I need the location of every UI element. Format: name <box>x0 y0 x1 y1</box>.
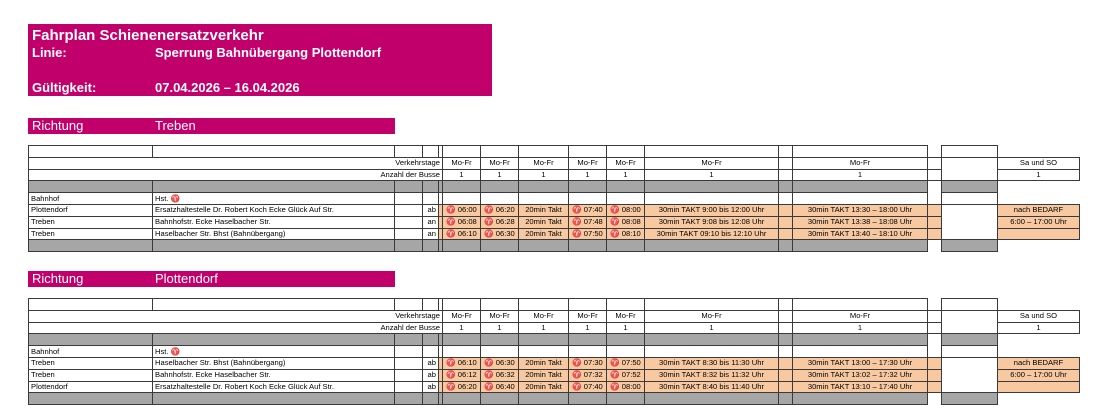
empty-cell <box>928 322 942 334</box>
departure-time: 6:00 – 17:00 Uhr <box>998 216 1080 228</box>
bahnhof-cell: Plottendorf <box>29 204 153 216</box>
empty-cell <box>395 193 423 205</box>
departure-time: 30min TAKT 13:30 – 18:00 Uhr <box>793 204 928 216</box>
gap-cell <box>928 346 942 358</box>
departure-time: 20min Takt <box>519 204 569 216</box>
grey-cell <box>443 334 481 346</box>
grey-cell <box>645 334 779 346</box>
empty-cell <box>519 299 569 311</box>
grey-cell <box>481 240 519 252</box>
grey-cell <box>779 334 793 346</box>
grey-cell <box>645 240 779 252</box>
grey-cell <box>942 240 998 252</box>
verkehrstage-value: Mo-Fr <box>645 157 779 169</box>
verkehrstage-value: Mo-Fr <box>607 310 645 322</box>
table-row <box>29 393 1080 405</box>
gap-cell <box>942 228 998 240</box>
verkehrstage-value: Mo-Fr <box>793 310 928 322</box>
grey-cell <box>481 393 519 405</box>
empty-cell <box>519 346 569 358</box>
gap-cell <box>928 181 942 193</box>
empty-cell <box>942 146 998 158</box>
grey-cell <box>607 240 645 252</box>
empty-cell <box>395 204 423 216</box>
empty-cell <box>519 193 569 205</box>
departure-time: 20min Takt <box>519 357 569 369</box>
empty-cell <box>793 193 928 205</box>
gap-cell <box>928 146 942 158</box>
table-row <box>29 334 1080 346</box>
spacer-cell <box>779 381 793 393</box>
verkehrstage-value: Mo-Fr <box>519 157 569 169</box>
empty-cell <box>481 299 519 311</box>
haltestelle-cell: Haselbacher Str. Bhst (Bahnübergang) <box>153 228 395 240</box>
bahnhof-header: Bahnhof <box>29 193 153 205</box>
grey-cell <box>519 181 569 193</box>
anzahl-label: Anzahl der Busse <box>29 322 443 334</box>
departure-time: ♈ 06:28 <box>481 216 519 228</box>
table-row <box>29 169 1080 181</box>
table-row <box>29 146 1080 158</box>
grey-cell <box>569 334 607 346</box>
bus-count: 1 <box>481 322 519 334</box>
linie-value: Sperrung Bahnübergang Plottendorf <box>155 45 382 60</box>
gap-cell <box>942 169 998 181</box>
verkehrstage-value: Mo-Fr <box>645 310 779 322</box>
departure-time: ♈ 06:40 <box>481 381 519 393</box>
table-row <box>29 310 1080 322</box>
table-row <box>29 299 1080 311</box>
document-title: Fahrplan Schienenersatzverkehr <box>32 27 264 44</box>
spacer-cell <box>928 204 942 216</box>
empty-cell <box>779 157 793 169</box>
gueltigkeit-value: 07.04.2026 – 16.04.2026 <box>155 80 300 95</box>
richtung-bar-treben <box>28 118 395 134</box>
departure-time: 30min TAKT 8:40 bis 11:40 Uhr <box>645 381 779 393</box>
anzahl-label: Anzahl der Busse <box>29 169 443 181</box>
empty-cell <box>519 146 569 158</box>
verkehrstage-value: Mo-Fr <box>607 157 645 169</box>
bus-count: 1 <box>607 322 645 334</box>
grey-cell <box>569 181 607 193</box>
departure-time: ♈ 06:20 <box>481 204 519 216</box>
empty-cell <box>607 346 645 358</box>
empty-cell <box>942 299 998 311</box>
empty-cell <box>645 193 779 205</box>
grey-cell <box>29 240 153 252</box>
timetable-plottendorf <box>28 298 1080 405</box>
empty-cell <box>645 346 779 358</box>
grey-cell <box>153 181 395 193</box>
bahnhof-cell: Treben <box>29 369 153 381</box>
grey-cell <box>942 334 998 346</box>
an-ab-cell: an <box>423 228 439 240</box>
empty-cell <box>443 193 481 205</box>
bus-count: 1 <box>793 322 928 334</box>
empty-cell <box>779 146 793 158</box>
grey-cell <box>481 334 519 346</box>
bahnhof-cell: Treben <box>29 357 153 369</box>
grey-cell <box>481 181 519 193</box>
departure-time: ♈ 06:20 <box>443 381 481 393</box>
timetable-treben <box>28 145 1080 252</box>
spacer-cell <box>779 216 793 228</box>
spacer-cell <box>928 216 942 228</box>
departure-time: 6:00 – 17:00 Uhr <box>998 369 1080 381</box>
empty-cell <box>779 310 793 322</box>
empty-cell <box>645 299 779 311</box>
grey-cell <box>645 393 779 405</box>
gueltigkeit-label: Gültigkeit: <box>32 80 97 95</box>
bus-count: 1 <box>443 169 481 181</box>
empty-cell <box>793 299 928 311</box>
grey-cell <box>395 393 423 405</box>
table-row <box>29 322 1080 334</box>
bus-count: 1 <box>569 322 607 334</box>
table-row <box>29 204 1080 216</box>
bus-count: 1 <box>481 169 519 181</box>
bus-count: 1 <box>998 169 1080 181</box>
verkehrstage-value: Mo-Fr <box>481 157 519 169</box>
grey-cell <box>793 393 928 405</box>
spacer-cell <box>779 228 793 240</box>
table-row <box>29 369 1080 381</box>
grey-cell <box>645 181 779 193</box>
empty-cell <box>793 146 928 158</box>
grey-cell <box>423 240 439 252</box>
spacer-cell <box>779 369 793 381</box>
empty-cell <box>779 299 793 311</box>
empty-cell <box>779 346 793 358</box>
grey-cell <box>793 240 928 252</box>
grey-cell <box>423 334 439 346</box>
gap-cell <box>942 157 998 169</box>
departure-time: ♈ 06:00 <box>443 204 481 216</box>
richtung-value: Treben <box>155 118 196 133</box>
bahnhof-cell: Treben <box>29 216 153 228</box>
empty-cell <box>395 299 423 311</box>
spacer-cell <box>779 357 793 369</box>
departure-time: 30min TAKT 13:10 – 17:40 Uhr <box>793 381 928 393</box>
departure-time: ♈ 06:08 <box>443 216 481 228</box>
empty-cell <box>481 346 519 358</box>
gap-cell <box>942 357 998 369</box>
haltestelle-header: Hst. ♈ <box>153 193 395 205</box>
departure-time: 20min Takt <box>519 369 569 381</box>
departure-time: ♈ 06:10 <box>443 357 481 369</box>
table-row <box>29 181 1080 193</box>
empty-cell <box>481 193 519 205</box>
empty-cell <box>395 216 423 228</box>
an-ab-cell: ab <box>423 357 439 369</box>
verkehrstage-value: Sa und SO <box>998 310 1080 322</box>
haltestelle-cell: Ersatzhaltestelle Dr. Robert Koch Ecke Glück Auf Str. <box>153 381 395 393</box>
departure-time: ♈ 06:32 <box>481 369 519 381</box>
gap-cell <box>928 240 942 252</box>
grey-cell <box>607 393 645 405</box>
departure-time: ♈ 08:00 <box>607 381 645 393</box>
departure-time: 30min TAKT 8:32 bis 11:32 Uhr <box>645 369 779 381</box>
bahnhof-cell: Treben <box>29 228 153 240</box>
empty-cell <box>607 146 645 158</box>
departure-time: ♈ 06:30 <box>481 357 519 369</box>
grey-cell <box>793 181 928 193</box>
grey-cell <box>443 393 481 405</box>
gap-cell <box>942 322 998 334</box>
empty-cell <box>779 169 793 181</box>
spacer-cell <box>928 381 942 393</box>
bus-count: 1 <box>607 169 645 181</box>
verkehrstage-value: Mo-Fr <box>519 310 569 322</box>
grey-cell <box>153 240 395 252</box>
grey-cell <box>443 181 481 193</box>
table-row <box>29 193 1080 205</box>
richtung-value: Plottendorf <box>155 271 218 286</box>
gap-cell <box>942 381 998 393</box>
grey-cell <box>29 181 153 193</box>
richtung-bar-plottendorf <box>28 271 395 287</box>
empty-cell <box>29 146 153 158</box>
departure-time: ♈ 06:10 <box>443 228 481 240</box>
departure-time: ♈ 08:00 <box>607 204 645 216</box>
an-ab-cell: ab <box>423 369 439 381</box>
departure-time: ♈ 07:48 <box>569 216 607 228</box>
grey-cell <box>569 393 607 405</box>
empty-cell <box>395 146 423 158</box>
departure-time: nach BEDARF <box>998 357 1080 369</box>
empty-cell <box>395 369 423 381</box>
grey-cell <box>519 240 569 252</box>
verkehrstage-value: Mo-Fr <box>569 310 607 322</box>
grey-cell <box>395 181 423 193</box>
haltestelle-header: Hst. ♈ <box>153 346 395 358</box>
empty-cell <box>395 346 423 358</box>
gap-cell <box>928 393 942 405</box>
haltestelle-cell: Bahnhofstr. Ecke Haselbacher Str. <box>153 216 395 228</box>
bus-count: 1 <box>793 169 928 181</box>
empty-cell <box>443 146 481 158</box>
empty-cell <box>153 299 395 311</box>
haltestelle-cell: Haselbacher Str. Bhst (Bahnübergang) <box>153 357 395 369</box>
departure-time: 30min TAKT 09:10 bis 12:10 Uhr <box>645 228 779 240</box>
table-row <box>29 157 1080 169</box>
verkehrstage-value: Mo-Fr <box>481 310 519 322</box>
spacer-cell <box>928 357 942 369</box>
empty-cell <box>779 322 793 334</box>
grey-cell <box>153 334 395 346</box>
gap-cell <box>942 216 998 228</box>
empty-cell <box>607 299 645 311</box>
empty-cell <box>569 193 607 205</box>
grey-cell <box>779 181 793 193</box>
an-ab-cell: ab <box>423 381 439 393</box>
spacer-cell <box>928 228 942 240</box>
table-row <box>29 357 1080 369</box>
grey-cell <box>942 181 998 193</box>
bahnhof-cell: Plottendorf <box>29 381 153 393</box>
departure-time: ♈ 07:32 <box>569 369 607 381</box>
departure-time: 30min TAKT 8:30 bis 11:30 Uhr <box>645 357 779 369</box>
grey-cell <box>29 334 153 346</box>
table-row <box>29 381 1080 393</box>
grey-cell <box>779 240 793 252</box>
empty-cell <box>928 310 942 322</box>
departure-time: ♈ 06:12 <box>443 369 481 381</box>
grey-cell <box>423 181 439 193</box>
empty-cell <box>793 346 928 358</box>
bus-count: 1 <box>645 322 779 334</box>
verkehrstage-value: Mo-Fr <box>443 310 481 322</box>
departure-time <box>998 228 1080 240</box>
departure-time: 30min TAKT 13:02 – 17:32 Uhr <box>793 369 928 381</box>
departure-time <box>998 381 1080 393</box>
grey-cell <box>569 240 607 252</box>
gap-cell <box>942 204 998 216</box>
grey-cell <box>423 393 439 405</box>
empty-cell <box>423 346 439 358</box>
bus-count: 1 <box>569 169 607 181</box>
departure-time: 20min Takt <box>519 216 569 228</box>
departure-time: 30min TAKT 13:00 – 17:30 Uhr <box>793 357 928 369</box>
grey-cell <box>395 334 423 346</box>
verkehrstage-value: Mo-Fr <box>793 157 928 169</box>
empty-cell <box>942 193 998 205</box>
departure-time: 30min TAKT 13:38 – 18:08 Uhr <box>793 216 928 228</box>
departure-time: 30min TAKT 9:08 bis 12:08 Uhr <box>645 216 779 228</box>
empty-cell <box>569 346 607 358</box>
bus-count: 1 <box>645 169 779 181</box>
departure-time: ♈ 07:40 <box>569 204 607 216</box>
departure-time: ♈ 07:40 <box>569 381 607 393</box>
empty-cell <box>443 299 481 311</box>
departure-time: ♈ 06:30 <box>481 228 519 240</box>
empty-cell <box>29 299 153 311</box>
gap-cell <box>928 193 942 205</box>
verkehrstage-label: Verkehrstage <box>29 310 443 322</box>
bus-count: 1 <box>519 169 569 181</box>
verkehrstage-value: Mo-Fr <box>569 157 607 169</box>
empty-cell <box>928 169 942 181</box>
empty-cell <box>569 146 607 158</box>
grey-cell <box>779 393 793 405</box>
grey-cell <box>29 393 153 405</box>
table-row <box>29 228 1080 240</box>
gap-cell <box>928 299 942 311</box>
grey-cell <box>395 240 423 252</box>
richtung-label: Richtung <box>32 118 84 133</box>
empty-cell <box>423 146 439 158</box>
departure-time: ♈ 08:10 <box>607 228 645 240</box>
empty-cell <box>423 299 439 311</box>
empty-cell <box>443 346 481 358</box>
haltestelle-cell: Bahnhofstr. Ecke Haselbacher Str. <box>153 369 395 381</box>
an-ab-cell: an <box>423 216 439 228</box>
empty-cell <box>153 146 395 158</box>
departure-time: ♈ 07:50 <box>607 357 645 369</box>
gap-cell <box>942 369 998 381</box>
empty-cell <box>607 193 645 205</box>
grey-cell <box>153 393 395 405</box>
bahnhof-header: Bahnhof <box>29 346 153 358</box>
haltestelle-cell: Ersatzhaltestelle Dr. Robert Koch Ecke Glück Auf Str. <box>153 204 395 216</box>
departure-time: ♈ 07:52 <box>607 369 645 381</box>
departure-time: 30min TAKT 9:00 bis 12:00 Uhr <box>645 204 779 216</box>
grey-cell <box>942 393 998 405</box>
verkehrstage-value: Sa und SO <box>998 157 1080 169</box>
an-ab-cell: ab <box>423 204 439 216</box>
grey-cell <box>607 181 645 193</box>
gap-cell <box>942 310 998 322</box>
departure-time: 30min TAKT 13:40 – 18:10 Uhr <box>793 228 928 240</box>
departure-time: ♈ 08:08 <box>607 216 645 228</box>
grey-cell <box>519 393 569 405</box>
verkehrstage-label: Verkehrstage <box>29 157 443 169</box>
spacer-cell <box>928 369 942 381</box>
grey-cell <box>793 334 928 346</box>
table-row <box>29 346 1080 358</box>
verkehrstage-value: Mo-Fr <box>443 157 481 169</box>
empty-cell <box>395 357 423 369</box>
empty-cell <box>569 299 607 311</box>
empty-cell <box>928 157 942 169</box>
bus-count: 1 <box>998 322 1080 334</box>
richtung-label: Richtung <box>32 271 84 286</box>
empty-cell <box>395 228 423 240</box>
empty-cell <box>481 146 519 158</box>
bus-count: 1 <box>519 322 569 334</box>
departure-time: ♈ 07:50 <box>569 228 607 240</box>
linie-label: Linie: <box>32 45 67 60</box>
empty-cell <box>942 346 998 358</box>
departure-time: 20min Takt <box>519 381 569 393</box>
grey-cell <box>519 334 569 346</box>
empty-cell <box>645 146 779 158</box>
grey-cell <box>443 240 481 252</box>
table-row <box>29 240 1080 252</box>
spacer-cell <box>779 204 793 216</box>
gap-cell <box>928 334 942 346</box>
table-row <box>29 216 1080 228</box>
empty-cell <box>395 381 423 393</box>
timetable-header <box>28 24 492 96</box>
empty-cell <box>423 193 439 205</box>
bus-count: 1 <box>443 322 481 334</box>
empty-cell <box>779 193 793 205</box>
departure-time: 20min Takt <box>519 228 569 240</box>
grey-cell <box>607 334 645 346</box>
departure-time: ♈ 07:30 <box>569 357 607 369</box>
departure-time: nach BEDARF <box>998 204 1080 216</box>
